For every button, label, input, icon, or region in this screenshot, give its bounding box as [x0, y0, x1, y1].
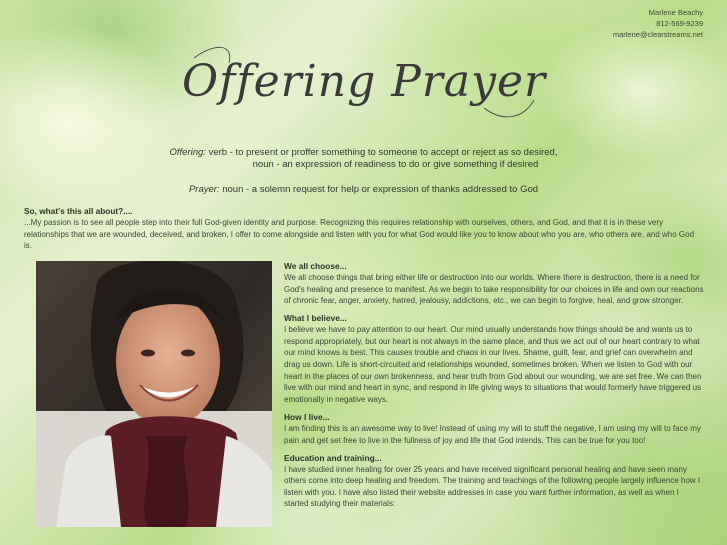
intro-heading: So, what's this all about?.... [24, 206, 133, 216]
title-text: Offering Prayer [181, 56, 546, 107]
section-heading: What I believe... [284, 313, 347, 324]
section-what-i-believe [284, 312, 704, 405]
offering-definition-line-2 [0, 159, 727, 171]
main-content [284, 260, 704, 516]
section-body: I have studied inner healing for over 25 years and have received significant personal healing and have seen many others come into deep healing and freedom. The training and teachings of the following people largely influence how I listen with you. I have also listed their website addresses in case you want further information, as well as when I started studying their materials: [284, 464, 701, 509]
offering-definition-line-1 [0, 147, 727, 159]
intro-section [24, 206, 700, 251]
definitions [0, 147, 727, 196]
prayer-definition [0, 184, 727, 196]
prayer-def: noun - a solemn request for help or expression of thanks addressed to God [222, 184, 539, 195]
section-heading: How I live... [284, 411, 330, 422]
portrait-image [36, 261, 272, 527]
offering-term: Offering: [169, 147, 206, 158]
prayer-term: Prayer: [188, 184, 220, 195]
section-we-all-choose [284, 260, 704, 307]
contact-email[interactable]: marlene@clearstreams.net [612, 30, 703, 39]
section-body: I am finding this is an awesome way to live! Instead of using my will to stuff the negative, I am using my will to face my pain and get set free to live in the fullness of joy and life that God intends. This can be true for you too! [284, 423, 701, 445]
intro-body: ...My passion is to see all people step into their full God-given identity and purpose. Recognizing this requires relationship with ourselves, others, and God, and that it is in these very relationships that we are wounded, deceived, and broken, I offer to come alongside and listen with you for what God would like you to know about who you are, who others are, and who God is. [24, 218, 695, 250]
section-body: We all choose things that bring either life or destruction into our worlds. Where there is destruction, there is a need for God's healing and presence to manifest. As we begin to take responsibility for our choices in life and own our reactions of chronic fear, anger, anxiety, hatred, jealousy, addictions, etc., we can begin to forgive, heal, and grow stronger. [284, 273, 704, 306]
contact-phone: 812-569-9239 [656, 19, 703, 28]
portrait-photo [36, 261, 272, 527]
page-title [0, 38, 727, 128]
section-heading: We all choose... [284, 261, 347, 271]
title-script [154, 38, 574, 128]
offering-def-2: noun - an expression of readiness to do or give something if desired [252, 159, 539, 170]
section-heading: Education and training... [284, 452, 382, 463]
section-how-i-live [284, 411, 704, 446]
section-education-training [284, 452, 704, 510]
contact-block [613, 7, 703, 40]
section-body: I believe we have to pay attention to our heart. Our mind usually understands how things should be and wants us to respond appropriately, but our heart is not always in the same place, and thus we act out of our heart contrary to what our mind knows is best. This causes trouble and chaos in our lives. Shame, guilt, fear, and grief can overwhelm and drag us down. Life is short-circuited and relationships wounded, sometimes broken. When we listen to God with our heart in the places of our own brokenness, and hear truth from God about our wounding, we are set free. We can then live with our mind and heart in sync, and respond in life giving ways to situations that would formerly have triggered us emotionally in negative ways. [284, 325, 702, 404]
offering-def-1: verb - to present or proffer something to someone to accept or reject as so desired, [208, 147, 558, 158]
contact-name: Marlene Beachy [648, 8, 703, 17]
